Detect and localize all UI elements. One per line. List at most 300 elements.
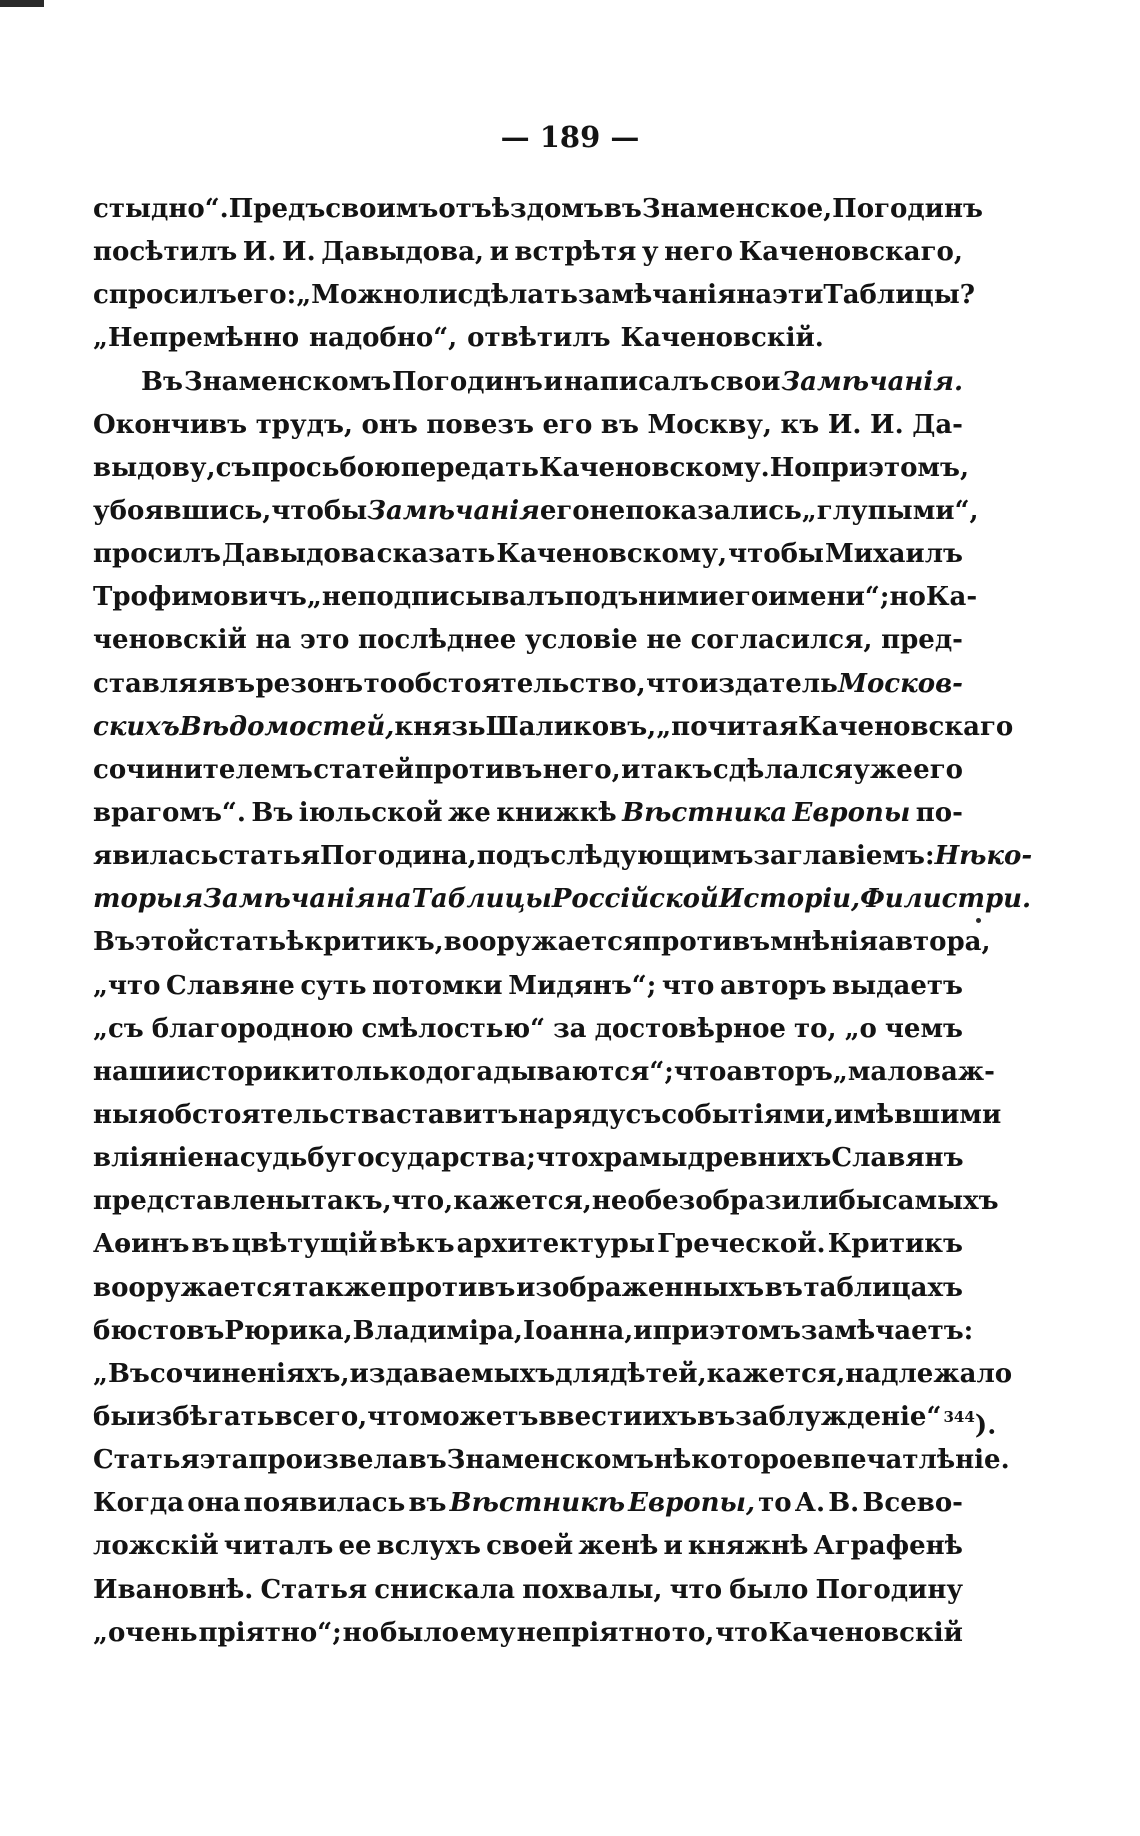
- word: послѣднее: [358, 625, 517, 656]
- word: обстоятельство,: [397, 668, 646, 699]
- word: Таблицы?: [823, 280, 976, 311]
- word: кажется,: [706, 1358, 846, 1389]
- word: онъ: [361, 409, 418, 440]
- word: Вѣстника: [622, 797, 788, 828]
- word: Знаменскомъ: [446, 1445, 654, 1476]
- word: заблужденіе“: [735, 1401, 942, 1432]
- word: подъ: [476, 841, 551, 872]
- word: книжкѣ: [496, 797, 617, 828]
- text-line: [93, 878, 1032, 921]
- word: Знаменское,: [641, 194, 833, 224]
- word: передать: [400, 452, 539, 483]
- word: Филистри.: [860, 884, 1032, 915]
- word: статья: [218, 841, 320, 872]
- word: спросилъ: [93, 280, 237, 311]
- word: читалъ: [223, 1531, 334, 1562]
- word: архитектуры: [456, 1229, 655, 1260]
- word: сказать: [376, 539, 496, 570]
- text-line: [93, 835, 1033, 878]
- word: написалъ: [563, 366, 710, 397]
- word: Каченовскому,: [496, 539, 728, 570]
- word: въ: [603, 194, 642, 224]
- word: Погодинъ: [392, 366, 543, 397]
- text-line: [93, 231, 963, 274]
- word: мнѣнія: [770, 927, 879, 958]
- word: скихъ: [93, 711, 180, 742]
- word: древнихъ: [687, 1143, 832, 1174]
- word: его:: [236, 280, 297, 311]
- word: согласился,: [690, 625, 873, 656]
- word: но: [889, 582, 926, 613]
- word: „маловаж-: [832, 1056, 995, 1087]
- word: замѣчаетъ:: [800, 1315, 974, 1346]
- word: то: [758, 1488, 792, 1519]
- word: ихъ: [642, 1401, 698, 1432]
- word: убоявшись,: [93, 495, 272, 526]
- word: этомъ,: [868, 452, 969, 483]
- word: наряду: [518, 1099, 626, 1130]
- word: А.: [794, 1488, 826, 1519]
- word: то,: [794, 1013, 837, 1044]
- text-line: [93, 1482, 963, 1525]
- text-line: [93, 1094, 1002, 1137]
- word: избѣгать: [136, 1401, 275, 1432]
- word: его: [539, 495, 590, 526]
- word: въ: [697, 1401, 736, 1432]
- word: $^{344}$).: [943, 1407, 997, 1441]
- word: было: [379, 1617, 460, 1648]
- word: Аграфенѣ: [813, 1531, 963, 1562]
- word: Каченовскому.: [538, 452, 770, 483]
- word: И.: [242, 237, 277, 268]
- text-line: [93, 1569, 963, 1612]
- word: и: [663, 1531, 683, 1562]
- word: по-: [915, 797, 963, 828]
- word: пріятно“;: [198, 1617, 342, 1648]
- word: всего,: [274, 1401, 368, 1432]
- word: Замѣчанія.: [781, 366, 963, 397]
- word: же: [447, 797, 491, 828]
- word: сочиненіяхъ,: [149, 1358, 350, 1389]
- word: на: [736, 280, 773, 311]
- word: надлежало: [845, 1358, 1013, 1389]
- word: чтобы: [271, 495, 368, 526]
- word: Ка-: [925, 582, 978, 613]
- word: „Въ: [93, 1358, 150, 1389]
- word: Давыдова,: [321, 237, 484, 268]
- word: его: [718, 582, 769, 613]
- text-line: [93, 1439, 1010, 1482]
- word: подписывалъ: [357, 582, 565, 613]
- word: противъ: [642, 927, 771, 958]
- word: что: [715, 1617, 768, 1648]
- word: Всево-: [862, 1488, 963, 1519]
- word: ввести: [538, 1401, 643, 1432]
- word: „Можно: [296, 280, 420, 311]
- word: дѣтей,: [610, 1358, 707, 1389]
- word: произвела: [248, 1445, 409, 1476]
- text-line: [93, 749, 963, 792]
- page-number: — 189 —: [500, 120, 640, 154]
- word: противъ: [414, 754, 543, 785]
- word: князь: [394, 711, 486, 742]
- text-line: [93, 792, 963, 835]
- word: кажется,: [453, 1186, 592, 1217]
- word: что: [367, 1401, 420, 1432]
- word: Да-: [912, 409, 963, 440]
- text-line: [93, 576, 978, 619]
- word: похвалы,: [522, 1574, 663, 1605]
- word: что: [646, 668, 699, 699]
- word: заглавіемъ:: [753, 841, 935, 872]
- word: ложскій: [93, 1531, 219, 1562]
- word: В.: [828, 1488, 860, 1519]
- word: слѣдующимъ: [550, 841, 754, 872]
- word: историки: [176, 1056, 321, 1087]
- word: Въ: [251, 797, 294, 828]
- word: сдѣлать: [457, 280, 578, 311]
- word: И.: [282, 237, 316, 268]
- word: повезъ: [426, 409, 534, 440]
- word: и: [621, 754, 641, 785]
- word: то: [363, 668, 398, 699]
- word: авторъ: [719, 970, 827, 1001]
- word: эти: [772, 280, 824, 311]
- text-line: [93, 706, 1014, 749]
- word: что,: [391, 1186, 454, 1217]
- word: ставитъ: [395, 1099, 519, 1130]
- word: цвѣтущій: [231, 1229, 378, 1260]
- word: имѣвшими: [833, 1099, 1002, 1130]
- word: вооружается: [443, 927, 643, 958]
- word: не: [646, 625, 682, 656]
- word: Статья: [260, 1574, 368, 1605]
- word: Въ: [141, 366, 183, 397]
- page-edge-mark: [0, 0, 44, 7]
- word: „очень: [93, 1617, 198, 1648]
- word: Когда: [93, 1488, 185, 1519]
- text-line: [93, 1353, 1013, 1396]
- word: у: [641, 237, 659, 268]
- word: Владиміра,: [352, 1315, 523, 1346]
- word: Окончивъ: [93, 409, 248, 440]
- word: въ: [408, 1445, 447, 1476]
- word: критикъ,: [304, 927, 444, 958]
- text-line: [93, 361, 963, 404]
- word: наши: [93, 1056, 177, 1087]
- word: замѣчанія: [577, 280, 737, 311]
- footnote-ref: 344: [943, 1407, 975, 1426]
- text-line: [93, 188, 983, 231]
- word: уже: [853, 754, 913, 785]
- word: было: [729, 1574, 809, 1605]
- word: „почитая: [656, 711, 799, 742]
- text-line: [93, 317, 963, 360]
- word: судьбу: [239, 1143, 342, 1174]
- word: авторъ: [726, 1056, 833, 1087]
- word: Исторіи,: [718, 884, 861, 915]
- word: на: [203, 1143, 240, 1174]
- word: бы: [838, 1186, 882, 1217]
- word: врагомъ“.: [93, 797, 246, 828]
- text-line: [93, 1008, 963, 1051]
- word: резонъ: [255, 668, 364, 699]
- word: также: [292, 1272, 387, 1303]
- word: потомки: [372, 970, 503, 1001]
- word: изображенныхъ: [516, 1272, 765, 1303]
- word: въ: [217, 668, 256, 699]
- text-line: [93, 1180, 999, 1223]
- word: встрѣтя: [514, 237, 637, 268]
- word: она: [187, 1488, 241, 1519]
- word: выдову,: [93, 452, 216, 483]
- word: ему: [459, 1617, 516, 1648]
- word: надобно“,: [308, 323, 458, 354]
- text-line: [93, 1525, 963, 1568]
- word: за: [553, 1013, 587, 1044]
- word: пред-: [881, 625, 963, 656]
- word: подъ: [564, 582, 639, 613]
- word: смѣлостью“: [361, 1013, 546, 1044]
- text-line: [93, 1612, 963, 1655]
- word: съ: [625, 1099, 662, 1130]
- word: чтобы: [728, 539, 824, 570]
- word: эта: [199, 1445, 249, 1476]
- word: догадываются“;: [425, 1056, 674, 1087]
- word: стыдно“.: [93, 194, 229, 224]
- word: Москву,: [647, 409, 772, 440]
- word: ее: [338, 1531, 372, 1562]
- ink-speck: [976, 918, 981, 923]
- word: Нѣко-: [934, 841, 1033, 872]
- word: трудъ,: [255, 409, 353, 440]
- word: условіе: [524, 625, 638, 656]
- word: статьѣ: [203, 927, 305, 958]
- word: отвѣтилъ: [467, 323, 611, 354]
- word: при: [811, 452, 869, 483]
- word: этой: [134, 927, 204, 958]
- word: но: [342, 1617, 380, 1648]
- word: свои: [709, 366, 781, 397]
- word: посѣтилъ: [93, 237, 238, 268]
- text-line: [93, 274, 976, 317]
- text-line: [93, 1223, 963, 1266]
- word: храмы: [588, 1143, 688, 1174]
- word: Славяне: [166, 970, 295, 1001]
- word: Но: [769, 452, 812, 483]
- text-line: [93, 1310, 974, 1353]
- word: вслухъ: [376, 1531, 481, 1562]
- text-line: [93, 921, 991, 964]
- word: и: [489, 237, 509, 268]
- word: Москов-: [838, 668, 963, 699]
- word: его: [542, 409, 593, 440]
- word: въ: [408, 1488, 447, 1519]
- word: Европы: [792, 797, 911, 828]
- word: такъ: [640, 754, 713, 785]
- word: „съ: [93, 1013, 144, 1044]
- word: обезобразили: [627, 1186, 839, 1217]
- word: издаваемыхъ: [349, 1358, 556, 1389]
- word: что: [661, 970, 715, 1001]
- word: него,: [542, 754, 621, 785]
- word: княжнѣ: [687, 1531, 809, 1562]
- word: не: [591, 1186, 628, 1217]
- word: событіями,: [661, 1099, 834, 1130]
- word: представлены: [93, 1186, 311, 1217]
- word: этомъ: [709, 1315, 801, 1346]
- word: чемъ: [884, 1013, 963, 1044]
- word: непріятно: [516, 1617, 671, 1648]
- word: имени“;: [768, 582, 890, 613]
- word: только: [320, 1056, 426, 1087]
- word: Погодинъ: [832, 194, 983, 224]
- word: Вѣдомостей,: [179, 711, 395, 742]
- word: таблицахъ: [803, 1272, 963, 1303]
- word: ченовскій: [93, 625, 247, 656]
- word: Погодина,: [319, 841, 477, 872]
- word: выдаетъ: [832, 970, 963, 1001]
- word: при: [652, 1315, 710, 1346]
- word: противъ: [387, 1272, 516, 1303]
- word: „о: [844, 1013, 877, 1044]
- word: появилась: [243, 1488, 406, 1519]
- word: Россійской: [551, 884, 719, 915]
- word: Іоанна,: [522, 1315, 634, 1346]
- word: вѣкъ: [379, 1229, 455, 1260]
- word: Предъ: [228, 194, 326, 224]
- word: можетъ: [419, 1401, 539, 1432]
- word: что: [535, 1143, 589, 1174]
- word: Трофимовичъ: [93, 582, 307, 613]
- word: отъѣздомъ: [438, 194, 604, 224]
- word: автора,: [878, 927, 991, 958]
- word: „глупыми“,: [801, 495, 979, 526]
- word: что: [673, 1056, 727, 1087]
- word: своимъ: [325, 194, 439, 224]
- body-text: [93, 188, 1033, 1655]
- word: суть: [300, 970, 367, 1001]
- text-line: [93, 1137, 963, 1180]
- word: И.: [870, 409, 904, 440]
- word: на: [255, 625, 292, 656]
- word: ними: [638, 582, 719, 613]
- word: Аѳинъ: [93, 1229, 190, 1260]
- word: ли: [419, 280, 458, 311]
- word: снискала: [374, 1574, 516, 1605]
- word: его: [913, 754, 963, 785]
- text-line: [93, 404, 963, 447]
- word: своей: [486, 1531, 574, 1562]
- word: вліяніе: [93, 1143, 204, 1174]
- word: для: [555, 1358, 611, 1389]
- word: бы: [93, 1401, 137, 1432]
- word: Каченовскаго,: [738, 237, 963, 268]
- text-line: [93, 1396, 997, 1441]
- word: Шаликовъ,: [485, 711, 657, 742]
- word: И.: [827, 409, 862, 440]
- text-line: [93, 663, 963, 706]
- word: „не: [306, 582, 358, 613]
- word: Славянъ: [831, 1143, 964, 1174]
- word: въ: [600, 409, 639, 440]
- text-line: [93, 533, 963, 576]
- word: Вѣстникѣ: [449, 1488, 625, 1519]
- word: самыхъ: [881, 1186, 999, 1217]
- text-line: [93, 965, 963, 1008]
- word: Каченовскій: [768, 1617, 963, 1648]
- word: благородною: [151, 1013, 354, 1044]
- word: сдѣлался: [712, 754, 853, 785]
- word: съ: [215, 452, 252, 483]
- word: не: [589, 495, 626, 526]
- word: Ивановнѣ.: [93, 1574, 254, 1605]
- word: издатель: [699, 668, 838, 699]
- word: на: [375, 884, 412, 915]
- word: торыя: [93, 884, 204, 915]
- word: Таблицы: [411, 884, 552, 915]
- word: нѣкоторое: [653, 1445, 813, 1476]
- word: просилъ: [93, 539, 221, 570]
- word: него: [664, 237, 734, 268]
- word: Каченовскій.: [620, 323, 824, 354]
- text-line: [93, 447, 969, 490]
- word: Замѣчанія: [367, 495, 540, 526]
- word: что: [669, 1574, 723, 1605]
- text-line: [93, 490, 979, 533]
- word: вооружается: [93, 1272, 292, 1303]
- word: и: [633, 1315, 653, 1346]
- word: Давыдова: [221, 539, 376, 570]
- word: къ: [780, 409, 820, 440]
- word: въ: [764, 1272, 803, 1303]
- word: Погодину: [815, 1574, 963, 1605]
- word: „что: [93, 970, 161, 1001]
- word: Въ: [93, 927, 135, 958]
- word: Статья: [93, 1445, 200, 1476]
- word: іюльской: [298, 797, 443, 828]
- word: сочинителемъ: [93, 754, 313, 785]
- word: ставляя: [93, 668, 217, 699]
- word: ныя: [93, 1099, 158, 1130]
- word: женѣ: [578, 1531, 659, 1562]
- word: бюстовъ: [93, 1315, 225, 1346]
- word: то,: [671, 1617, 715, 1648]
- word: Каченовскаго: [798, 711, 1014, 742]
- word: Мидянъ“;: [508, 970, 657, 1001]
- word: Греческой.: [657, 1229, 826, 1260]
- word: и: [543, 366, 563, 397]
- word: такъ,: [310, 1186, 392, 1217]
- word: явилась: [93, 841, 219, 872]
- word: „Непремѣнно: [93, 323, 300, 354]
- text-line: [93, 1051, 995, 1094]
- word: достовѣрное: [594, 1013, 786, 1044]
- word: показались: [625, 495, 802, 526]
- word: Михаилъ: [825, 539, 963, 570]
- word: въ: [191, 1229, 230, 1260]
- word: обстоятельства: [157, 1099, 396, 1130]
- text-line: [93, 1267, 963, 1310]
- word: это: [300, 625, 350, 656]
- word: впечатлѣніе.: [812, 1445, 1010, 1476]
- word: государства;: [341, 1143, 536, 1174]
- word: Европы,: [628, 1488, 755, 1519]
- word: Рюрика,: [224, 1315, 353, 1346]
- word: Замѣчанія: [203, 884, 376, 915]
- word: статей: [313, 754, 414, 785]
- word: Критикъ: [827, 1229, 963, 1260]
